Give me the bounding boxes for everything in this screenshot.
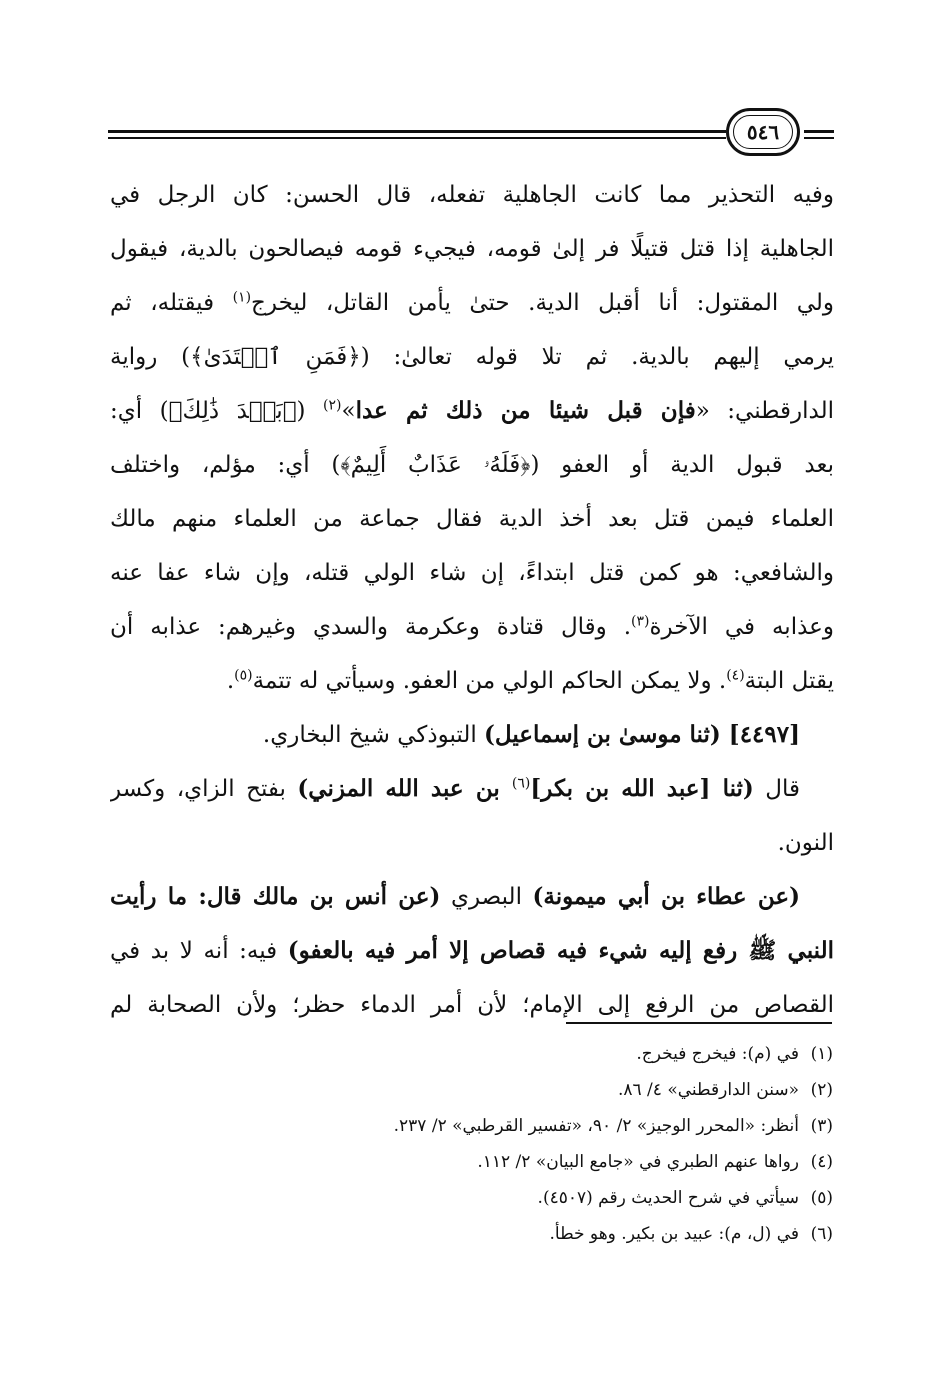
- header-rule: [108, 130, 726, 133]
- text-segment: الدارقطني: «: [695, 398, 834, 424]
- footnote-item: [133, 1108, 833, 1144]
- footnote-item: [133, 1036, 833, 1072]
- text-segment: القصاص من الرفع إلى الإمام؛ لأن أمر الدماء حظر؛ ولأن الصحابة لم: [110, 992, 834, 1018]
- text-segment: (عن عطاء بن أبي ميمونة): [532, 883, 801, 910]
- main-text: [110, 168, 834, 1032]
- footnote-number: (٤): [810, 1152, 833, 1172]
- text-line: [110, 870, 834, 924]
- footnote-ref: (٢): [323, 397, 342, 414]
- text-segment: .: [226, 668, 235, 694]
- page-header: [108, 104, 834, 160]
- text-line: [110, 330, 834, 384]
- footnote-item: [133, 1072, 833, 1108]
- text-segment: بفتح الزاي، وكسر: [110, 776, 298, 802]
- text-line: [110, 384, 834, 438]
- footnote-number: (١): [810, 1044, 833, 1064]
- text-segment: بن عبد الله المزني): [297, 775, 512, 802]
- text-line: [110, 816, 834, 870]
- text-segment: قال: [753, 776, 801, 802]
- text-line: [110, 762, 834, 816]
- text-segment: . ولا يمكن الحاكم الولي من العفو. وسيأتي له تتمة: [252, 668, 727, 694]
- footnote-item: [133, 1180, 833, 1216]
- text-line: [110, 222, 834, 276]
- text-line: [110, 168, 834, 222]
- footnote-item: [133, 1144, 833, 1180]
- text-segment: [٤٤٩٧] (ثنا موسىٰ بن إسماعيل): [484, 721, 800, 748]
- footnote-item: [133, 1216, 833, 1252]
- footnote-separator: [566, 1022, 832, 1024]
- text-segment: العلماء فيمن قتل بعد أخذ الدية فقال جماعة من العلماء منهم مالك: [110, 506, 834, 532]
- footnote-text: سيأتي في شرح الحديث رقم (٤٥٠٧).: [537, 1188, 799, 1208]
- text-segment: النون.: [777, 830, 834, 856]
- text-segment: »: [341, 398, 356, 424]
- text-segment: فيقتله، ثم: [110, 290, 233, 316]
- text-segment: . وقال قتادة وعكرمة والسدي وغيرهم: عذابه أن: [110, 614, 632, 640]
- text-segment: والشافعي: هو كمن قتل ابتداءً، إن شاء الولي قتله، وإن شاء عفا عنه: [110, 560, 834, 586]
- text-segment: يرمي إليهم بالدية. ثم تلا قوله تعالىٰ: (﴿فَمَنِ ٱعۡتَدَىٰ﴾) رواية: [110, 344, 834, 370]
- footnote-text: في (ل، م): عبيد بن بكير. وهو خطأ.: [549, 1224, 799, 1244]
- text-segment: فيه: أنه لا بد في: [110, 938, 288, 964]
- header-rule-thin: [108, 137, 726, 139]
- text-segment: فإن قبل شيئا من ذلك ثم عدا: [355, 397, 696, 424]
- footnote-text: في (م): فيخرج فيخرج.: [636, 1044, 799, 1064]
- footnote-number: (٥): [810, 1188, 833, 1208]
- footnote-number: (٢): [810, 1080, 833, 1100]
- footnote-text: رواها عنهم الطبري في «جامع البيان» ٢/ ١١٢.: [477, 1152, 799, 1172]
- text-segment: الجاهلية إذا قتل قتيلًا فر إلىٰ قومه، فيجيء قومه فيصالحون بالدية، فيقول: [110, 236, 834, 262]
- footnote-ref: (١): [232, 289, 252, 306]
- footnote-number: (٦): [810, 1224, 833, 1244]
- text-segment: بعد قبول الدية أو العفو (﴿فَلَهُۥ عَذَابٌ أَلِيمٌ﴾) أي: مؤلم، واختلف: [110, 452, 834, 478]
- footnote-text: أنظر: «المحرر الوجيز» ٢/ ٩٠، «تفسير القرطبي» ٢/ ٢٣٧.: [393, 1116, 799, 1136]
- text-segment: (﴿بَعۡدَ ذَٰلِكَ﴾) أي:: [110, 398, 324, 424]
- footnotes: [133, 1036, 833, 1252]
- footnote-ref: (٣): [631, 613, 650, 630]
- text-segment: وعذابه في الآخرة: [649, 614, 834, 640]
- text-line: [110, 654, 834, 708]
- text-segment: (عن أنس بن مالك قال: ما رأيت: [110, 883, 441, 910]
- text-line: [110, 924, 834, 978]
- text-line: [110, 546, 834, 600]
- header-rule-right: [804, 130, 834, 133]
- text-segment: ولي المقتول: أنا أقبل الدية. حتىٰ يأمن القاتل، ليخرج: [251, 290, 834, 316]
- text-segment: وفيه التحذير مما كانت الجاهلية تفعله، قال الحسن: كان الرجل في: [110, 182, 834, 208]
- text-line: [110, 276, 834, 330]
- text-line: [110, 438, 834, 492]
- text-line: [110, 492, 834, 546]
- text-segment: يقتل البتة: [744, 668, 834, 694]
- header-rule-right-thin: [804, 137, 834, 139]
- text-line: [110, 708, 834, 762]
- text-segment: (ثنا [عبد الله بن بكر]: [530, 775, 754, 802]
- footnote-ref: (٦): [511, 775, 531, 792]
- footnote-number: (٣): [810, 1116, 833, 1136]
- footnote-text: «سنن الدارقطني» ٤/ ٨٦.: [617, 1080, 799, 1100]
- text-line: [110, 600, 834, 654]
- footnote-ref: (٥): [234, 667, 253, 684]
- footnote-ref: (٤): [726, 667, 745, 684]
- text-segment: النبي ﷺ رفع إليه شيء فيه قصاص إلا أمر فيه بالعفو): [287, 937, 834, 964]
- text-segment: البصري: [440, 884, 533, 910]
- page-number: ٥٤٦: [726, 108, 800, 156]
- text-segment: التبوذكي شيخ البخاري.: [262, 722, 485, 748]
